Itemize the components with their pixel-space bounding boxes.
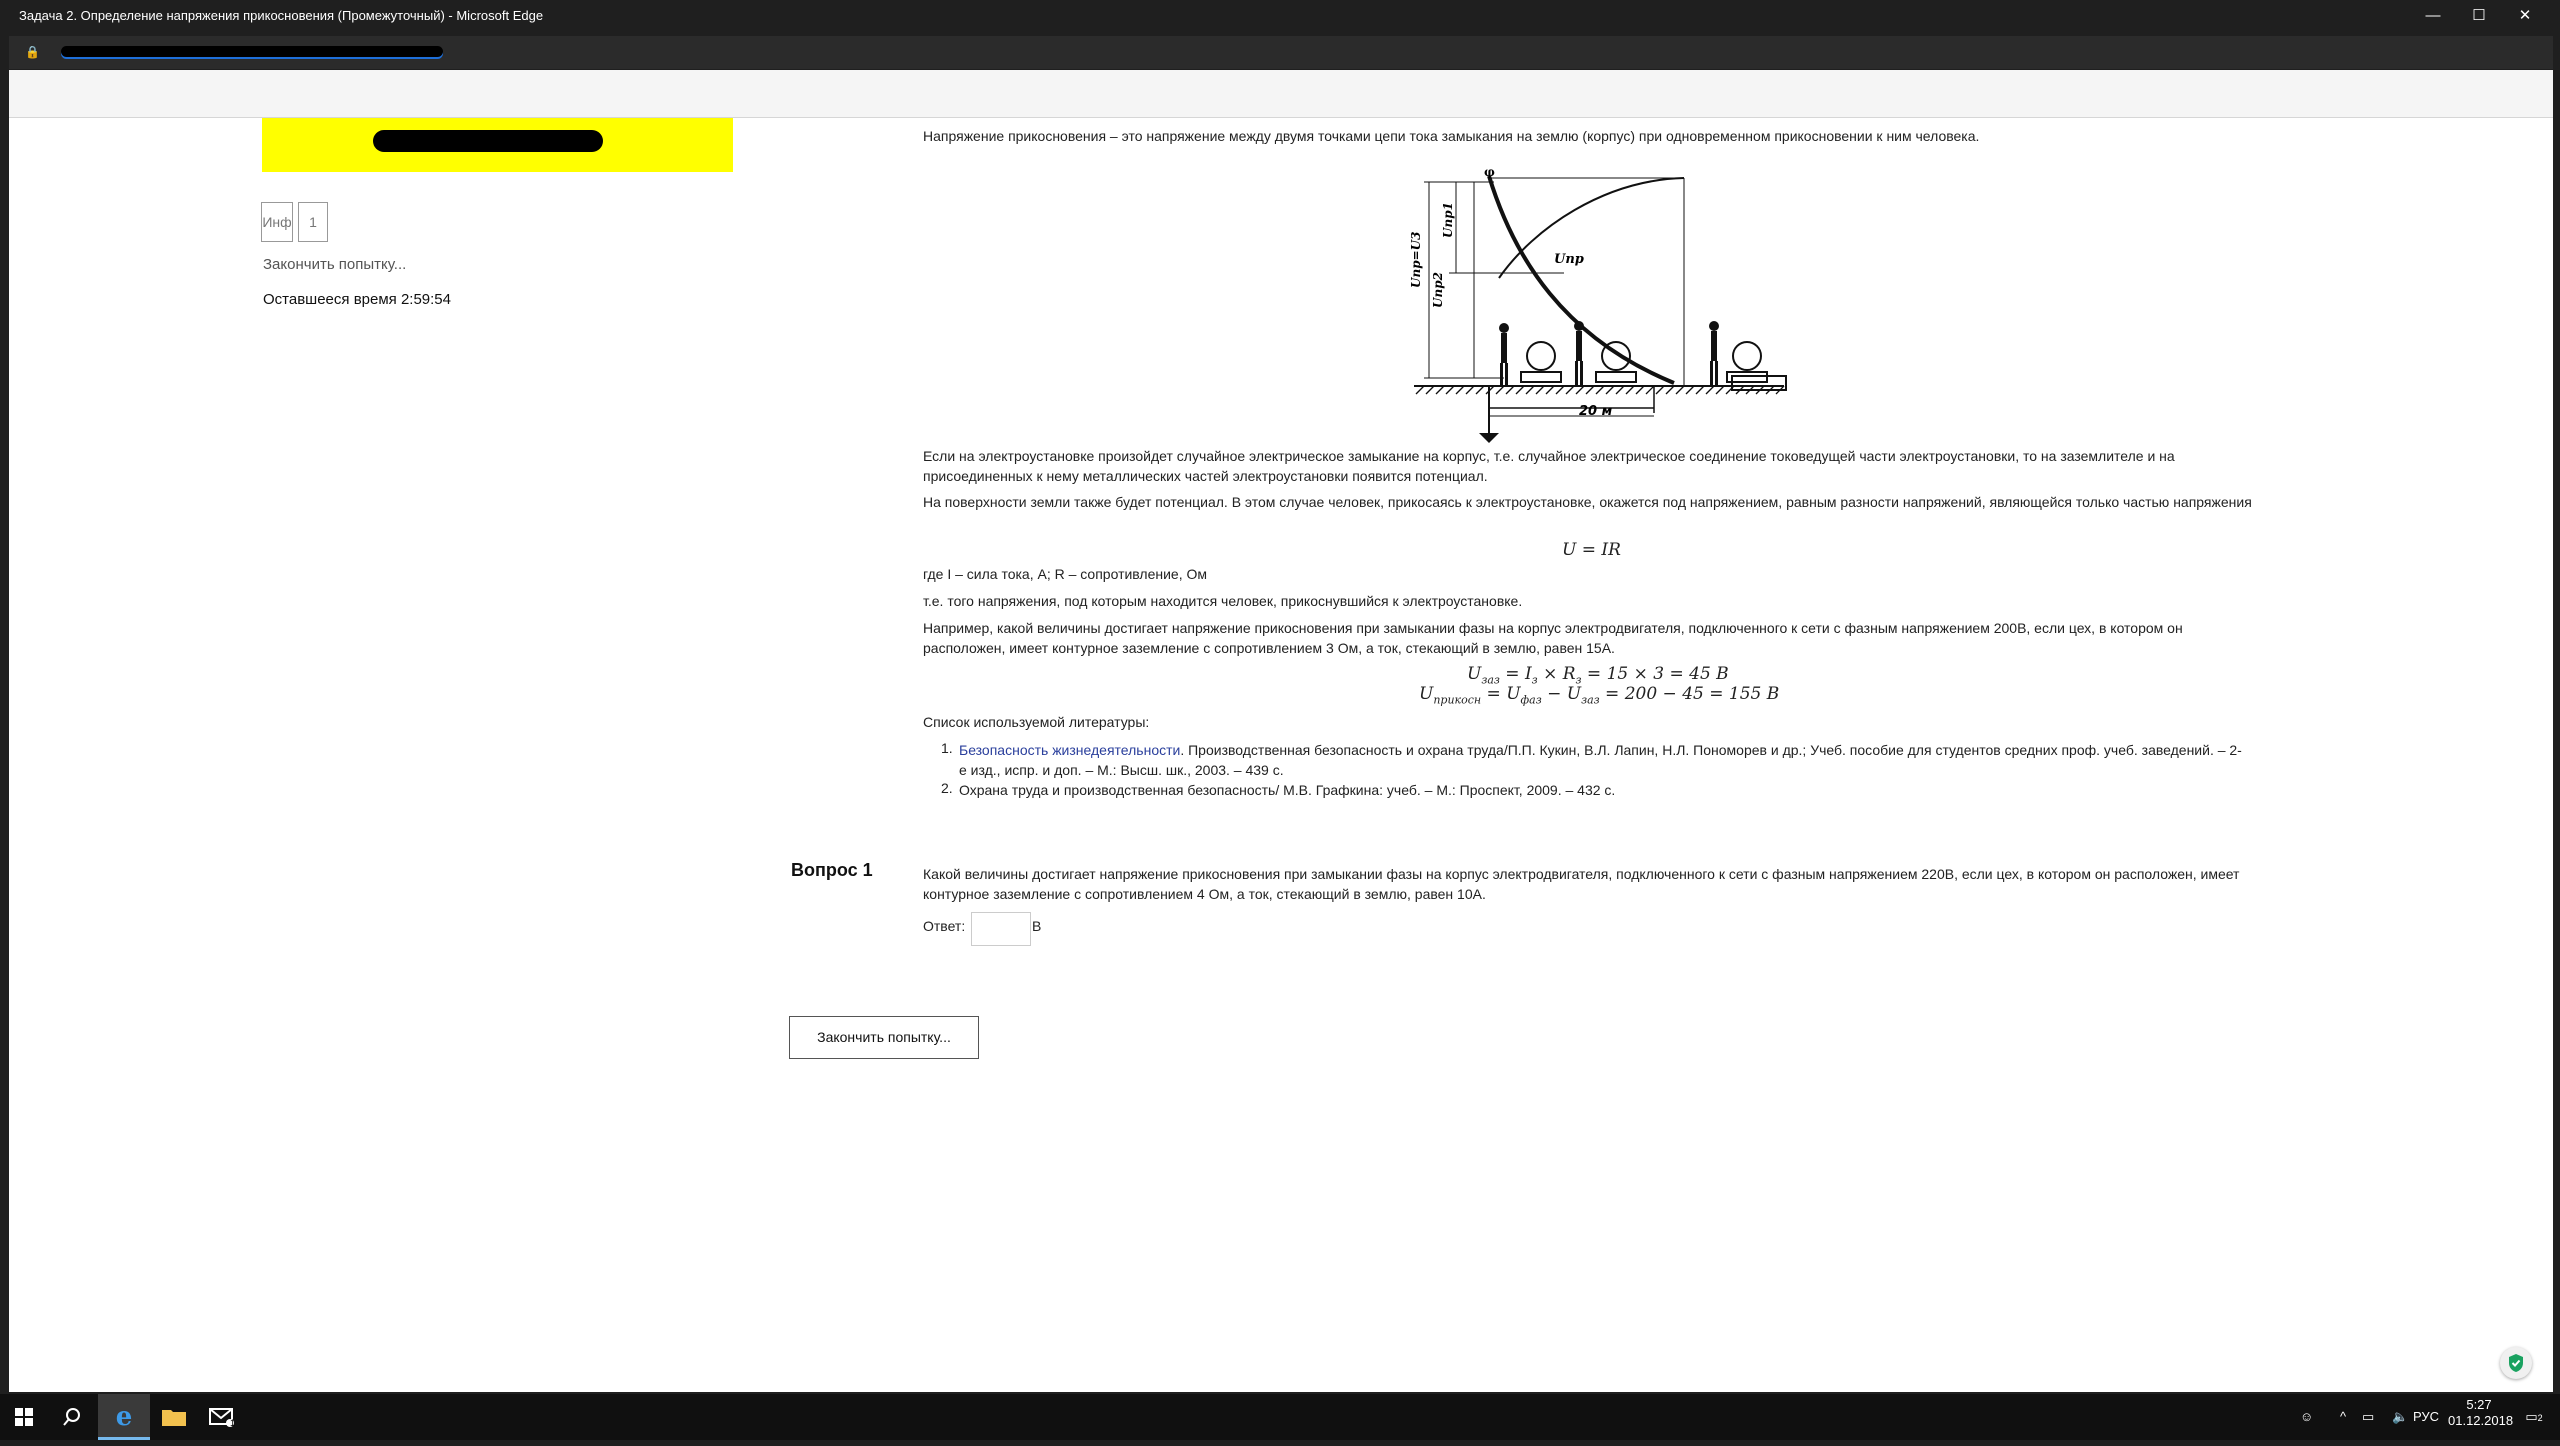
- volume-icon[interactable]: 🔈: [2392, 1409, 2409, 1424]
- paragraph-6: [923, 618, 2263, 658]
- people-icon[interactable]: ☺: [2300, 1409, 2314, 1424]
- u-pr2-label: Uпр2: [1431, 272, 1445, 308]
- shield-icon[interactable]: [2500, 1347, 2532, 1379]
- paragraph-5-text: т.е. того напряжения, под которым находится человек, прикоснувшийся к электроустановке.: [923, 593, 1523, 609]
- start-icon[interactable]: [0, 1394, 48, 1440]
- f1-sub2: з: [1531, 673, 1538, 687]
- intro-text: Напряжение прикосновения – это напряжение между двумя точками цепи тока замыкания на землю (корпус) при одновременном прикосновении к ним человека.: [923, 128, 1980, 144]
- page-content: [9, 118, 2553, 1392]
- formula-touch-voltage: [1419, 684, 1779, 706]
- mail-icon[interactable]: [198, 1394, 246, 1440]
- f2-sub2: фаз: [1520, 693, 1542, 707]
- window-title: Задача 2. Определение напряжения прикосновения (Промежуточный) - Microsoft Edge: [19, 8, 544, 23]
- f2-sub3: заз: [1581, 693, 1600, 707]
- clock[interactable]: [2448, 1386, 2514, 1443]
- intro-paragraph: [923, 126, 2263, 146]
- browser-toolbar: [9, 70, 2553, 118]
- phi-label: φ: [1484, 168, 1495, 179]
- answer-unit: В: [1032, 918, 1042, 934]
- search-icon[interactable]: [48, 1394, 96, 1440]
- u-pr1-label: Uпр1: [1441, 202, 1455, 238]
- formula-ohm: U = IR: [1562, 540, 1621, 560]
- paragraph-3-text: На поверхности земли также будет потенциал. В этом случае человек, прикосаясь к электроустановке, окажется под напряжением, равным разности напряжений, являющейся только частью напряжения: [923, 494, 2252, 510]
- literature-title: [923, 712, 2263, 732]
- literature-item-2: Охрана труда и производственная безопасность/ М.В. Графкина: учеб. – М.: Проспект, 2009. – 432 с.: [959, 782, 1616, 798]
- f1-eq: = 15 × 3 = 45 В: [1581, 664, 1729, 684]
- answer-input[interactable]: [971, 912, 1031, 946]
- f2-sub: прикосн: [1433, 693, 1482, 707]
- taskbar: [0, 1394, 2560, 1440]
- question-text-body: Какой величины достигает напряжение прикосновения при замыкании фазы на корпус электродвигателя, подключенного к сети с фазным напряжением 220В, если цех, в котором он расположен, имеет контурное заземление с сопротивлением 4 Ом, а ток, стекающий в землю, равен 10А.: [923, 866, 2240, 902]
- notification-icon[interactable]: ▭2: [2525, 1409, 2543, 1424]
- literature-title-text: Список используемой литературы:: [923, 714, 1150, 730]
- folder-icon[interactable]: [150, 1394, 198, 1440]
- answer-label: Ответ:: [923, 918, 966, 934]
- paragraph-6-text: Например, какой величины достигает напряжение прикосновения при замыкании фазы на корпус электродвигателя, подключенного к сети с фазным напряжением 200В, если цех, в котором он расположен, имеет контурное заземление с сопротивлением 3 Ом, а ток, стекающий в землю, равен 15А.: [923, 620, 2183, 656]
- f1-u: U: [1467, 664, 1482, 684]
- literature-item-1: [959, 740, 2249, 780]
- clock-date: 01.12.2018: [2448, 1413, 2514, 1428]
- lit-1-number: 1.: [941, 740, 953, 756]
- f1-i: = I: [1499, 664, 1532, 684]
- paragraph-2-text: Если на электроустановке произойдет случайное электрическое замыкание на корпус, т.е. случайное электрическое соединение токоведущей части электроустановки, то на заземлителе и на присоединенных к нему металлических частей электроустановки появится потенциал.: [923, 448, 2175, 484]
- notification-count: 2: [2537, 1413, 2543, 1423]
- mail-badge: 1: [230, 1418, 236, 1428]
- u-left-label: Uпр=U3: [1409, 231, 1423, 288]
- u-pr-curve-label: Uпр: [1554, 252, 1584, 267]
- finish-attempt-link[interactable]: Закончить попытку...: [263, 256, 407, 273]
- f2-eq: = 200 − 45 = 155 В: [1599, 684, 1780, 704]
- f1-r: × R: [1537, 664, 1576, 684]
- redacted-logo-text: [373, 130, 603, 152]
- question-text: [923, 864, 2263, 904]
- f1-sub3: з: [1575, 673, 1582, 687]
- f1-sub: заз: [1481, 673, 1500, 687]
- lock-icon: 🔒: [25, 45, 40, 59]
- network-icon[interactable]: ▭: [2362, 1409, 2375, 1424]
- finish-attempt-button[interactable]: Закончить попытку...: [789, 1016, 979, 1059]
- time-remaining: Оставшееся время 2:59:54: [263, 291, 451, 308]
- touch-voltage-diagram: [1404, 168, 1794, 463]
- question-1-nav-button[interactable]: 1: [298, 202, 328, 242]
- info-nav-button[interactable]: Инф: [261, 202, 293, 242]
- clock-time: 5:27: [2466, 1397, 2492, 1412]
- paragraph-5: [923, 591, 2263, 611]
- f2-u: U: [1419, 684, 1434, 704]
- literature-link-1[interactable]: Безопасность жизнедеятельности: [959, 742, 1181, 758]
- window-titlebar: [0, 0, 2560, 32]
- maximize-button[interactable]: ☐: [2472, 7, 2486, 24]
- language-indicator[interactable]: РУС: [2413, 1409, 2440, 1424]
- paragraph-4-text: где I – сила тока, А; R – сопротивление, Ом: [923, 566, 1207, 582]
- literature-item-1-text: . Производственная безопасность и охрана труда/П.П. Кукин, В.Л. Лапин, Н.Л. Пономорев и др.; Учеб. пособие для студентов средних проф. учеб. заведений. – 2-е изд., испр. и доп. – М.: Высш. шк., 2003. – 439 с.: [959, 742, 2242, 778]
- f2-u-phase: = U: [1481, 684, 1521, 704]
- show-hidden-icons[interactable]: ^: [2340, 1409, 2347, 1424]
- close-button[interactable]: ✕: [2518, 7, 2532, 24]
- redacted-url: [61, 46, 443, 57]
- edge-icon[interactable]: e: [98, 1394, 150, 1440]
- address-bar[interactable]: [9, 36, 2553, 69]
- f2-mid: − U: [1541, 684, 1582, 704]
- minimize-button[interactable]: —: [2425, 7, 2441, 24]
- site-logo: [262, 118, 733, 172]
- distance-label: 20 м: [1579, 404, 1613, 419]
- question-title: Вопрос 1: [791, 860, 873, 880]
- paragraph-2: [923, 446, 2263, 486]
- paragraph-3: [923, 492, 2263, 512]
- lit-2-number: 2.: [941, 780, 953, 796]
- paragraph-4: [923, 564, 2263, 584]
